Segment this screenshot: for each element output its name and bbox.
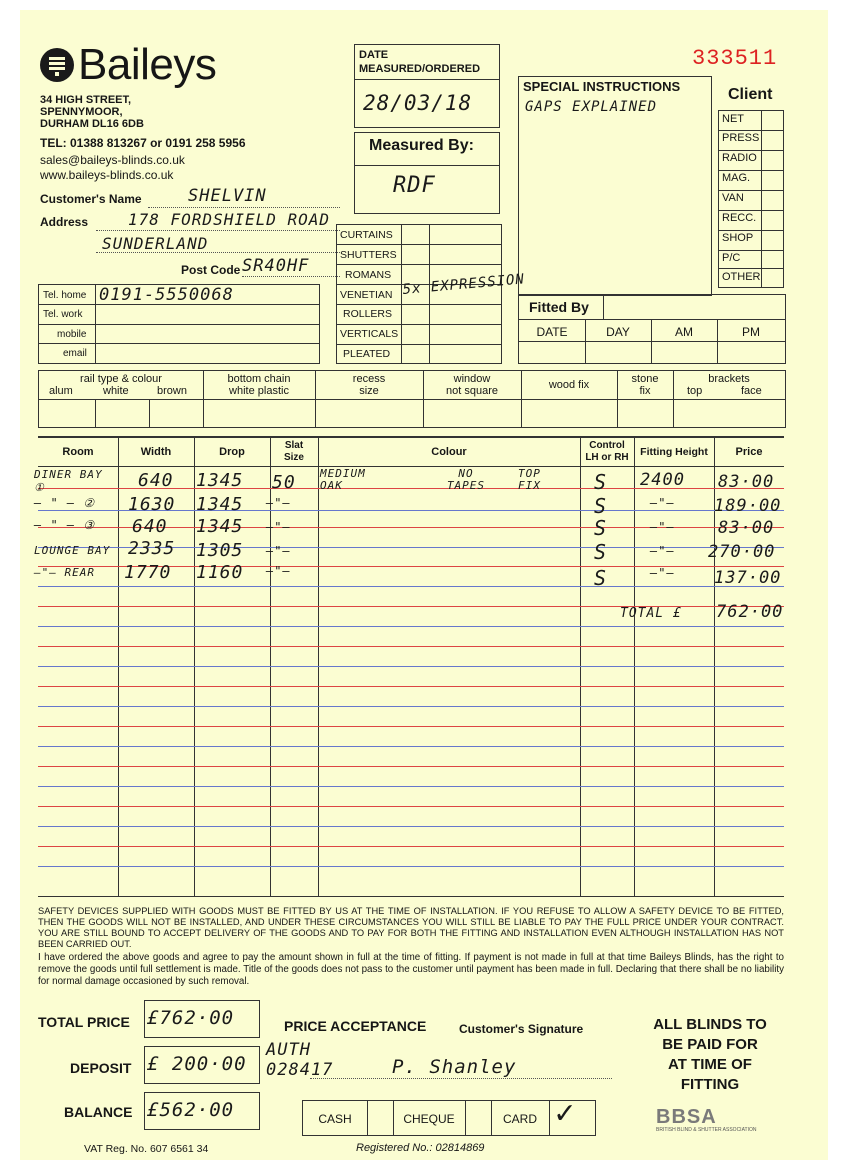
postcode-label: Post Code <box>181 263 241 277</box>
product-curtains[interactable]: CURTAINS <box>340 229 393 241</box>
row4-width: 2335 <box>128 538 176 559</box>
mobile-label: mobile <box>57 329 87 340</box>
hdr-fitting: Fitting Height <box>640 446 708 458</box>
row1-width: 640 <box>138 470 174 491</box>
client-net[interactable]: NET <box>722 113 744 125</box>
order-form <box>20 10 828 1160</box>
fitted-pm: PM <box>742 325 760 339</box>
company-name: Baileys <box>78 40 217 89</box>
fitted-day: DAY <box>606 325 630 339</box>
company-tel: TEL: 01388 813267 or 0191 258 5956 <box>40 136 246 150</box>
special-instructions-box <box>518 76 712 296</box>
fitted-am: AM <box>675 325 693 339</box>
bbsa-sub: BRITISH BLIND & SHUTTER ASSOCIATION <box>656 1127 757 1133</box>
row1-room: DINER BAY ① <box>34 468 103 494</box>
row5-control: S <box>594 566 608 590</box>
contact-box <box>38 284 320 364</box>
deposit-value[interactable]: £ 200·00 <box>147 1053 247 1075</box>
postcode-value[interactable]: SR40HF <box>242 256 310 276</box>
row5-drop: 1160 <box>196 562 244 583</box>
customer-name-label: Customer's Name <box>40 192 142 206</box>
row5-room: —"— REAR <box>34 566 95 579</box>
auth-note: AUTH 028417 <box>266 1040 334 1080</box>
product-rollers[interactable]: ROLLERS <box>343 308 393 320</box>
row4-fitting: —"— <box>650 544 675 558</box>
row3-fitting: —"— <box>650 520 675 534</box>
date-label-2: MEASURED/ORDERED <box>359 63 481 75</box>
safety-disclaimer: SAFETY DEVICES SUPPLIED WITH GOODS MUST BE FITTED BY US AT THE TIME OF INSTALLATION. IF YOU REFUSE TO ALLOW A SAFETY DEVICE TO BE FITTED, THEN THE GOODS WILL NOT BE INSTALLED, AND UNDER THESE CIRCUMSTANCES YOU WILL STILL BE LIABLE TO PAY THE FULL PRICE UNDER YOUR CONTRACT. YOU ARE STILL BOUND TO ACCEPT DELIVERY OF THE GOODS AND TO PAY FOR BOTH THE FITTING AND INSTALLATION EVEN ALTHOUGH INSTALLATION HAS NOT BEEN CARRIED OUT. <box>38 906 784 949</box>
row4-slat: —"— <box>266 544 291 558</box>
row2-price: 189·00 <box>714 496 782 516</box>
address-label: Address <box>40 215 89 229</box>
brackets-label: brackets <box>708 373 750 385</box>
row5-slat: —"— <box>266 564 291 578</box>
total-price-box <box>144 1000 260 1038</box>
venetian-note: 5x EXPRESSION <box>402 271 526 298</box>
address-line-2[interactable]: SUNDERLAND <box>102 234 209 253</box>
client-shop[interactable]: SHOP <box>722 232 754 244</box>
price-acceptance-label: PRICE ACCEPTANCE <box>284 1018 427 1034</box>
date-value: 28/03/18 <box>363 91 473 115</box>
row1-price: 83·00 <box>718 472 775 492</box>
method-cheque[interactable]: CHEQUE <box>403 1112 455 1126</box>
email-label: email <box>63 348 87 359</box>
client-pc[interactable]: P/C <box>722 252 741 264</box>
hdr-room: Room <box>62 446 94 458</box>
row2-drop: 1345 <box>196 494 244 515</box>
wood-fix[interactable]: wood fix <box>548 379 590 391</box>
colour-note-3: TOP FIX <box>518 467 541 492</box>
tel-work-label: Tel. work <box>43 309 83 320</box>
client-press[interactable]: PRESS <box>722 132 760 144</box>
options-row <box>38 370 786 428</box>
row5-width: 1770 <box>124 562 172 583</box>
client-options <box>718 110 784 288</box>
notice-line-1: ALL BLINDS TO <box>653 1016 767 1033</box>
bbsa-logo-icon <box>656 1106 776 1140</box>
deposit-label: DEPOSIT <box>70 1060 132 1076</box>
stone-sub: fix <box>639 385 651 397</box>
measured-by-box <box>354 132 500 214</box>
order-disclaimer: I have ordered the above goods and agree to pay the amount shown in full at the time of fitting. If payment is not made in full at that time Baileys Blinds, has the right to remove the goods until full settlement is made. Title of the goods does not pass to the customer until payment has been made in full. Declaring that there shall be no liability for normal damage occasioned by such removal. <box>38 952 784 987</box>
product-pleated[interactable]: PLEATED <box>343 348 391 360</box>
balance-label: BALANCE <box>64 1104 133 1120</box>
row4-room: LOUNGE BAY <box>34 544 111 557</box>
client-other[interactable]: OTHER <box>722 271 761 283</box>
tel-home-label: Tel. home <box>43 290 87 301</box>
total-price-label: TOTAL PRICE <box>38 1014 130 1030</box>
hdr-slat: Slat <box>284 440 304 451</box>
colour-note-1: MEDIUM OAK <box>320 467 366 492</box>
balance-box <box>144 1092 260 1130</box>
row2-fitting: —"— <box>650 496 675 510</box>
product-verticals[interactable]: VERTICALS <box>340 328 399 340</box>
row1-drop: 1345 <box>196 470 244 491</box>
total-value: 762·00 <box>716 602 784 622</box>
recess-label: recess <box>352 373 386 385</box>
hdr-lhrh: LH or RH <box>585 452 629 463</box>
client-van[interactable]: VAN <box>722 192 744 204</box>
product-romans[interactable]: ROMANS <box>345 269 392 281</box>
row5-price: 137·00 <box>714 568 782 588</box>
row3-control: S <box>594 516 608 540</box>
measured-by-label: Measured By: <box>369 137 474 154</box>
total-price-value[interactable]: £762·00 <box>147 1007 235 1029</box>
row2-slat: —"— <box>266 496 291 510</box>
chain-sub: white plastic <box>229 385 289 397</box>
form-number: 333511 <box>692 46 778 71</box>
product-venetian[interactable]: VENETIAN <box>340 289 393 301</box>
method-cash[interactable]: CASH <box>318 1112 352 1126</box>
company-email: sales@baileys-blinds.co.uk <box>40 153 185 167</box>
payment-methods <box>302 1093 596 1136</box>
row1-slat: 50 <box>272 472 296 493</box>
chain-label: bottom chain <box>227 373 291 385</box>
rail-brown[interactable]: brown <box>157 385 187 397</box>
notice-line-3: AT TIME OF <box>668 1056 752 1073</box>
signature-label: Customer's Signature <box>459 1022 584 1036</box>
company-address-3: DURHAM DL16 6DB <box>40 118 144 130</box>
hdr-size: Size <box>283 452 304 463</box>
fitted-date: DATE <box>536 325 568 339</box>
window-sub: not square <box>446 385 498 397</box>
row2-room: — " — ② <box>34 496 96 510</box>
row3-room: — " — ③ <box>34 518 96 532</box>
address-line-1[interactable]: 178 FORDSHIELD ROAD <box>128 210 331 229</box>
card-tick-icon: ✓ <box>555 1093 576 1131</box>
hdr-control: Control <box>589 440 625 451</box>
measured-by-value: RDF <box>393 173 436 198</box>
rail-label: rail type & colour <box>80 373 162 385</box>
client-recc[interactable]: RECC. <box>722 212 757 224</box>
deposit-box <box>144 1046 260 1084</box>
notice-line-4: FITTING <box>680 1076 740 1093</box>
row4-price: 270·00 <box>708 542 776 562</box>
row5-fitting: —"— <box>650 566 675 580</box>
brackets-face[interactable]: face <box>741 385 762 397</box>
row3-drop: 1345 <box>196 516 244 537</box>
brackets-top[interactable]: top <box>687 385 703 397</box>
date-label: DATE <box>359 49 389 61</box>
rail-alum[interactable]: alum <box>49 385 73 397</box>
vat-number: VAT Reg. No. 607 6561 34 <box>84 1143 209 1155</box>
stone-label: stone <box>631 373 659 385</box>
method-card[interactable]: CARD <box>502 1112 537 1126</box>
client-radio[interactable]: RADIO <box>722 152 757 164</box>
fitted-by-box <box>518 294 786 364</box>
product-shutters[interactable]: SHUTTERS <box>340 249 397 261</box>
bbsa-logo-text: BBSA <box>656 1106 717 1128</box>
notice-line-2: BE PAID FOR <box>662 1036 758 1053</box>
row1-fitting: 2400 <box>640 470 685 490</box>
special-instructions-value: GAPS EXPLAINED <box>525 99 658 115</box>
recess-sub: size <box>359 385 379 397</box>
tel-home-value[interactable]: 0191-5550068 <box>99 285 234 305</box>
customer-name-value[interactable]: SHELVIN <box>188 186 267 206</box>
hdr-colour: Colour <box>431 446 467 458</box>
colour-note-2: NO TAPES <box>446 467 486 492</box>
fitted-by-label: Fitted By <box>529 299 589 315</box>
row4-control: S <box>594 540 608 564</box>
company-address-2: SPENNYMOOR, <box>40 106 123 118</box>
registered-number: Registered No.: 02814869 <box>356 1142 485 1154</box>
logo-icon <box>40 48 74 82</box>
hdr-drop: Drop <box>219 446 245 458</box>
rail-white[interactable]: white <box>103 385 129 397</box>
hdr-price: Price <box>735 446 763 458</box>
total-label: TOTAL £ <box>620 606 682 621</box>
window-label: window <box>453 373 491 385</box>
row3-price: 83·00 <box>718 518 775 538</box>
date-box <box>354 44 500 128</box>
balance-value[interactable]: £562·00 <box>147 1099 235 1121</box>
client-mag[interactable]: MAG. <box>722 172 751 184</box>
company-address-1: 34 HIGH STREET, <box>40 94 132 106</box>
client-label: Client <box>728 86 773 103</box>
customer-signature[interactable]: P. Shanley <box>392 1056 517 1078</box>
row2-control: S <box>594 494 608 518</box>
row2-width: 1630 <box>128 494 176 515</box>
special-instructions-label: SPECIAL INSTRUCTIONS <box>523 79 681 94</box>
row3-width: 640 <box>132 516 168 537</box>
row1-control: S <box>594 470 608 494</box>
company-web: www.baileys-blinds.co.uk <box>40 168 174 182</box>
row3-slat: —"— <box>266 520 291 534</box>
row4-drop: 1305 <box>196 540 244 561</box>
hdr-width: Width <box>140 446 172 458</box>
